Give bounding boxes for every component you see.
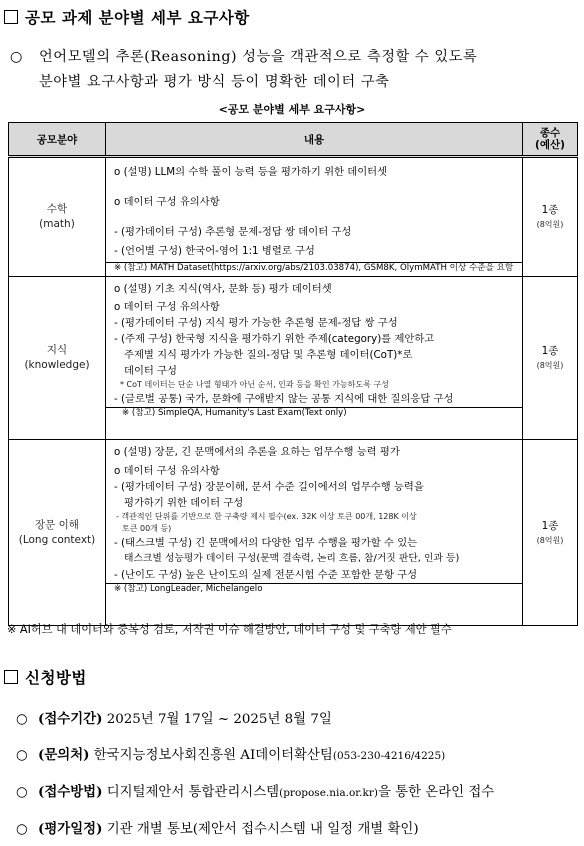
header-content: 내용 [106, 123, 523, 157]
content-line: - (주제 구성) 한국형 지식을 평가하기 위한 주제(category)를 제안하고 [114, 333, 435, 345]
table-footnote: ※ AI허브 내 데이터와 중복성 검토, 저작권 이슈 해결방안, 데이터 구성 및 구축량 제안 필수 [7, 623, 452, 636]
content-line: 태스크별 성능평가 데이터 구성(문맥 결속력, 논리 흐름, 참/거짓 판단, 인과 등) [124, 553, 460, 564]
checkbox-square-icon [4, 10, 18, 24]
content-line: - (글로벌 공통) 국가, 문화에 구애받지 않는 공통 지식에 대한 질의응답 구성 [114, 393, 454, 405]
reference-note: ※ (참고) MATH Dataset(https://arxiv.org/abs/2103.03874), GSM8K, OlymMATH 이상 수준을 요함 [106, 262, 522, 274]
content-cell [106, 440, 523, 626]
table-row [9, 157, 578, 277]
intro-line-1: 언어모델의 추론(Reasoning) 성능을 객관적으로 측정할 수 있도록 [39, 49, 478, 65]
table-row [9, 277, 578, 440]
intro-line-2: 분야별 요구사항과 평가 방식 등이 명확한 데이터 구축 [39, 74, 390, 90]
count-cell: 1종 (8억원) [523, 277, 578, 440]
requirements-table [8, 122, 578, 626]
intro-paragraph [10, 45, 580, 95]
apply-item-schedule: ○ (평가일정) 기관 개별 통보(제안서 접수시스템 내 일정 개별 확인) [16, 821, 419, 837]
content-line: o 데이터 구성 유의사항 [114, 301, 220, 313]
content-line: - (태스크별 구성) 긴 문맥에서의 다양한 업무 수행을 평가할 수 있는 [114, 537, 418, 549]
count-cell: 1종 (8억원) [523, 440, 578, 626]
circle-bullet-icon: ○ [16, 748, 28, 763]
table-header-row [9, 123, 578, 157]
circle-bullet-icon: ○ [16, 712, 28, 727]
content-line: - 객관적인 단위를 기반으로 한 구축량 제시 필수(ex. 32K 이상 토큰 00개, 128K 이상 [116, 512, 417, 521]
category-cell: 지식 (knowledge) [9, 277, 106, 440]
content-line: 토큰 00개 등) [122, 524, 172, 533]
content-line: 데이터 구성 [124, 365, 178, 377]
content-line: 주제별 지식 평가가 가능한 질의-정답 및 추론형 데이터(CoT)*로 [124, 349, 413, 361]
header-count: 종수 (예산) [523, 123, 578, 157]
content-cell [106, 277, 523, 440]
content-line: * CoT 데이터는 단순 나열 형태가 아닌 순서, 인과 등을 확인 가능하도록 구성 [120, 380, 389, 389]
checkbox-square-icon [4, 670, 18, 684]
table-row [9, 440, 578, 626]
apply-item-period: ○ (접수기간) 2025년 7월 17일 ~ 2025년 8월 7일 [16, 711, 332, 727]
category-cell: 수학 (math) [9, 157, 106, 277]
reference-note: ※ (참고) LongLeader, Michelangelo [106, 583, 522, 595]
content-line: o (설명) LLM의 수학 풀이 능력 등을 평가하기 위한 데이터셋 [114, 166, 388, 178]
apply-item-contact: ○ (문의처) 한국지능정보사회진흥원 AI데이터확산팀(053-230-4216/4225) [16, 747, 446, 763]
content-line: o (설명) 장문, 긴 문맥에서의 추론을 요하는 업무수행 능력 평가 [114, 446, 400, 458]
content-line: - (평가데이터 구성) 지식 평가 가능한 추론형 문제-정답 쌍 구성 [114, 317, 398, 329]
circle-bullet-icon: ○ [10, 49, 23, 65]
content-cell [106, 157, 523, 277]
content-line: o 데이터 구성 유의사항 [114, 196, 220, 208]
content-line: - (평가데이터 구성) 추론형 문제-정답 쌍 데이터 구성 [114, 226, 352, 238]
circle-bullet-icon: ○ [16, 822, 28, 837]
table-caption: <공모 분야별 세부 요구사항> [218, 103, 366, 116]
content-line: 평가하기 위한 데이터 구성 [124, 497, 244, 509]
count-cell: 1종 (8억원) [523, 157, 578, 277]
category-cell: 장문 이해 (Long context) [9, 440, 106, 626]
reference-note: ※ (참고) SimpleQA, Humanity's Last Exam(Text only) [106, 407, 522, 419]
apply-item-method: ○ (접수방법) 디지털제안서 통합관리시스템(propose.nia.or.kr)을 통한 온라인 접수 [16, 784, 495, 800]
content-line: - (평가데이터 구성) 장문이해, 문서 수준 길이에서의 업무수행 능력을 [114, 481, 424, 493]
content-line: o (설명) 기초 지식(역사, 문화 등) 평가 데이터셋 [114, 283, 332, 295]
section-heading-application: 신청방법 [4, 666, 87, 688]
content-line: - (난이도 구성) 높은 난이도의 실제 전문시험 수준 포함한 문항 구성 [114, 569, 418, 581]
circle-bullet-icon: ○ [16, 785, 28, 800]
section-heading-requirements: 공모 과제 분야별 세부 요구사항 [4, 6, 250, 28]
header-category: 공모분야 [9, 123, 106, 157]
content-line: o 데이터 구성 유의사항 [114, 465, 220, 477]
content-line: - (언어별 구성) 한국어-영어 1:1 병렬로 구성 [114, 245, 315, 257]
